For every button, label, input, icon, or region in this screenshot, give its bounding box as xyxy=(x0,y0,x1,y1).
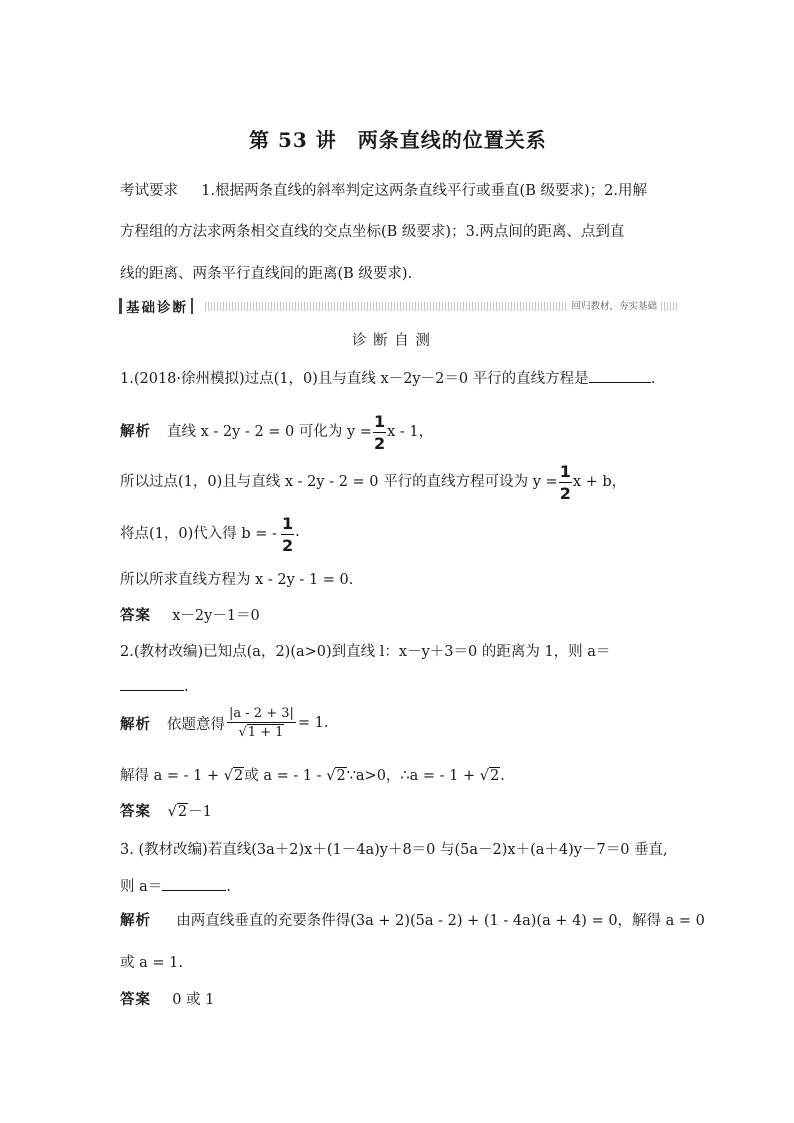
q1-answer-value: x－2y－1＝0 xyxy=(172,608,260,624)
q2-text: 2.(教材改编)已知点(a，2)(a>0)到直线 l：x－y＋3＝0 的距离为 1，则 a＝ xyxy=(120,644,611,660)
q1-analysis-3: 将点(1，0)代入得 b = - $\frac{1}{2}$ . xyxy=(120,514,300,555)
q1-analysis-1-pre: 直线 x - 2y - 2 = 0 可化为 y = xyxy=(167,423,372,440)
fraction-half xyxy=(281,516,294,554)
q3-answer-label: 答案 xyxy=(120,991,151,1008)
q2-blank xyxy=(120,678,184,691)
q3-analysis-1-text: 由两直线垂直的充要条件得(3a + 2)(5a - 2) + (1 - 4a)(a + 4) = 0，解得 a = 0 xyxy=(176,913,705,929)
q2-analysis-label: 解析 xyxy=(120,715,151,733)
q3-answer xyxy=(120,988,214,1009)
q3-analysis-2: 或 a = 1. xyxy=(120,955,183,971)
q2-analysis-2: 解得 a = - 1 + √2或 a = - 1 - √2∵a>0，∴a = - 1 + √2. xyxy=(120,768,505,784)
q1-analysis-3-pre: 将点(1，0)代入得 b = - xyxy=(120,525,277,542)
section-heading: 基础诊断 xyxy=(126,300,188,316)
requirements-line-1 xyxy=(120,179,647,200)
requirements-label: 考试要求 xyxy=(120,183,178,199)
q2-analysis-2-b: 或 a = - 1 - xyxy=(244,768,327,784)
q1-blank xyxy=(589,370,651,383)
q2-analysis-2-c: ∵a>0，∴a = - 1 + xyxy=(346,768,480,784)
distance-numerator: a - 2 + 3 xyxy=(233,706,290,721)
fraction-num: 1 xyxy=(373,412,386,431)
requirements-line-2: 方程组的方法求两条相交直线的交点坐标(B 级要求)；3.两点间的距离、点到直 xyxy=(120,224,625,240)
fraction-num: 1 xyxy=(559,462,571,481)
q1-answer-label: 答案 xyxy=(120,607,151,624)
q3-answer-value: 0 或 1 xyxy=(172,992,215,1008)
q2-analysis-2-a: 解得 a = - 1 + xyxy=(120,768,224,784)
section-banner xyxy=(119,296,679,316)
sqrt-radicand: 2 xyxy=(233,768,244,784)
q1-analysis-1-post: x - 1， xyxy=(387,423,434,440)
q3-analysis-1 xyxy=(120,909,705,930)
distance-denominator: 1 + 1 xyxy=(247,725,284,740)
q2-answer-radicand: 2 xyxy=(177,804,188,820)
sqrt-radicand: 2 xyxy=(490,768,500,784)
q2-answer: 答案 √2－1 xyxy=(120,803,212,820)
section-note: 回归教材，夯实基础 xyxy=(567,298,661,312)
q1-stem: 1.(2018·徐州模拟)过点(1，0)且与直线 x－2y－2＝0 平行的直线方程是 xyxy=(120,371,589,387)
q1-analysis-1 xyxy=(120,408,433,452)
sqrt-radicand: 2 xyxy=(336,768,346,784)
fraction-num: 1 xyxy=(281,514,294,533)
q2-analysis-1 xyxy=(120,706,328,740)
q3-analysis-label: 解析 xyxy=(120,912,151,929)
q1-text: 1.(2018·徐州模拟)过点(1，0)且与直线 x－2y－2＝0 平行的直线方程是 . xyxy=(120,371,656,387)
page-title: 第 53 讲 两条直线的位置关系 xyxy=(249,128,547,152)
q1-analysis-label: 解析 xyxy=(120,422,151,440)
fraction-half xyxy=(559,464,572,502)
fraction-den: 2 xyxy=(373,434,386,453)
requirements-line-3: 线的距离、两条平行直线间的距离(B 级要求). xyxy=(120,266,413,282)
q1-analysis-2-pre: 所以过点(1，0)且与直线 x - 2y - 2 = 0 平行的直线方程可设为 y = xyxy=(120,473,558,490)
section-subheading: 诊 断 自 测 xyxy=(352,333,431,349)
banner-bar-right xyxy=(191,298,193,314)
distance-fraction xyxy=(227,706,296,740)
q3-text-2: 则 a＝ . xyxy=(120,879,231,895)
q2-analysis-1-post: = 1. xyxy=(297,715,329,731)
q2-answer-label: 答案 xyxy=(120,803,151,820)
q1-answer xyxy=(120,604,260,625)
fraction-den: 2 xyxy=(559,484,571,503)
requirements-text-1: 1.根据两条直线的斜率判定这两条直线平行或垂直(B 级要求)；2.用解 xyxy=(201,183,647,199)
q2-answer-suffix: －1 xyxy=(188,804,212,820)
q3-blank xyxy=(162,878,226,891)
q2-blank-line: . xyxy=(120,678,189,695)
q3-text-1: 3. (教材改编)若直线(3a＋2)x＋(1－4a)y＋8＝0 与(5a－2)x＋(a＋4)y－7＝0 垂直, xyxy=(120,842,668,858)
q3-stem-2: 则 a＝ xyxy=(120,879,163,895)
q2-analysis-1-pre: 依题意得 xyxy=(167,716,225,733)
q1-analysis-2-post: x + b， xyxy=(572,473,627,490)
fraction-half xyxy=(373,414,386,452)
q1-analysis-4: 所以所求直线方程为 x - 2y - 1 = 0. xyxy=(120,572,354,588)
distance-fraction-den: √1 + 1 xyxy=(238,725,284,740)
distance-fraction-num: |a - 2 + 3| xyxy=(229,706,294,721)
fraction-den: 2 xyxy=(281,536,294,555)
q1-analysis-2 xyxy=(120,458,626,502)
banner-bar xyxy=(119,298,122,314)
